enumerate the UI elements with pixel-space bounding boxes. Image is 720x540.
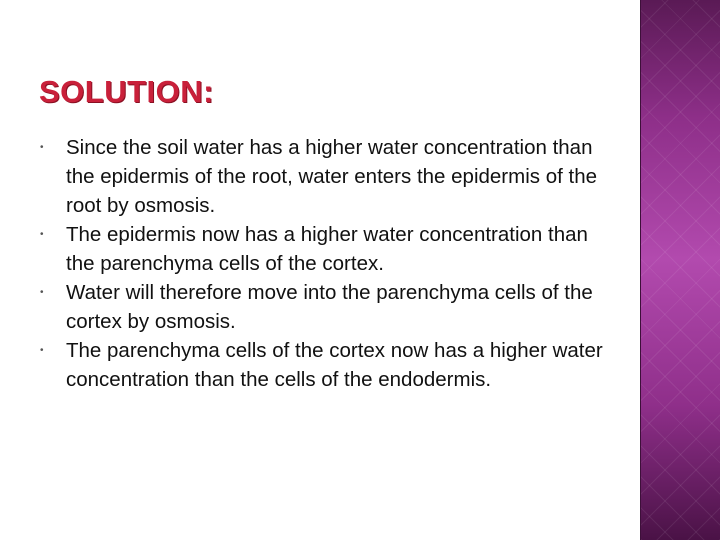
bullet-item xyxy=(40,220,610,278)
bullet-text: The parenchyma cells of the cortex now has a higher water concentration than the cells of the endodermis. xyxy=(66,339,603,391)
bullet-text: Water will therefore move into the parenchyma cells of the cortex by osmosis. xyxy=(66,281,593,333)
bullet-item xyxy=(40,336,610,394)
bullet-text: The epidermis now has a higher water concentration than the parenchyma cells of the cortex. xyxy=(66,223,588,275)
bullet-item xyxy=(40,133,610,220)
bullet-icon: • xyxy=(40,229,44,240)
bullet-list xyxy=(40,133,610,394)
slide-title: SOLUTION: xyxy=(39,74,214,109)
bullet-icon: • xyxy=(40,142,44,153)
bullet-item xyxy=(40,278,610,336)
decorative-side-panel xyxy=(641,0,720,540)
bullet-icon: • xyxy=(40,287,44,298)
bullet-text: Since the soil water has a higher water concentration than the epidermis of the root, water enters the epidermis of the root by osmosis. xyxy=(66,136,597,217)
bullet-icon: • xyxy=(40,345,44,356)
